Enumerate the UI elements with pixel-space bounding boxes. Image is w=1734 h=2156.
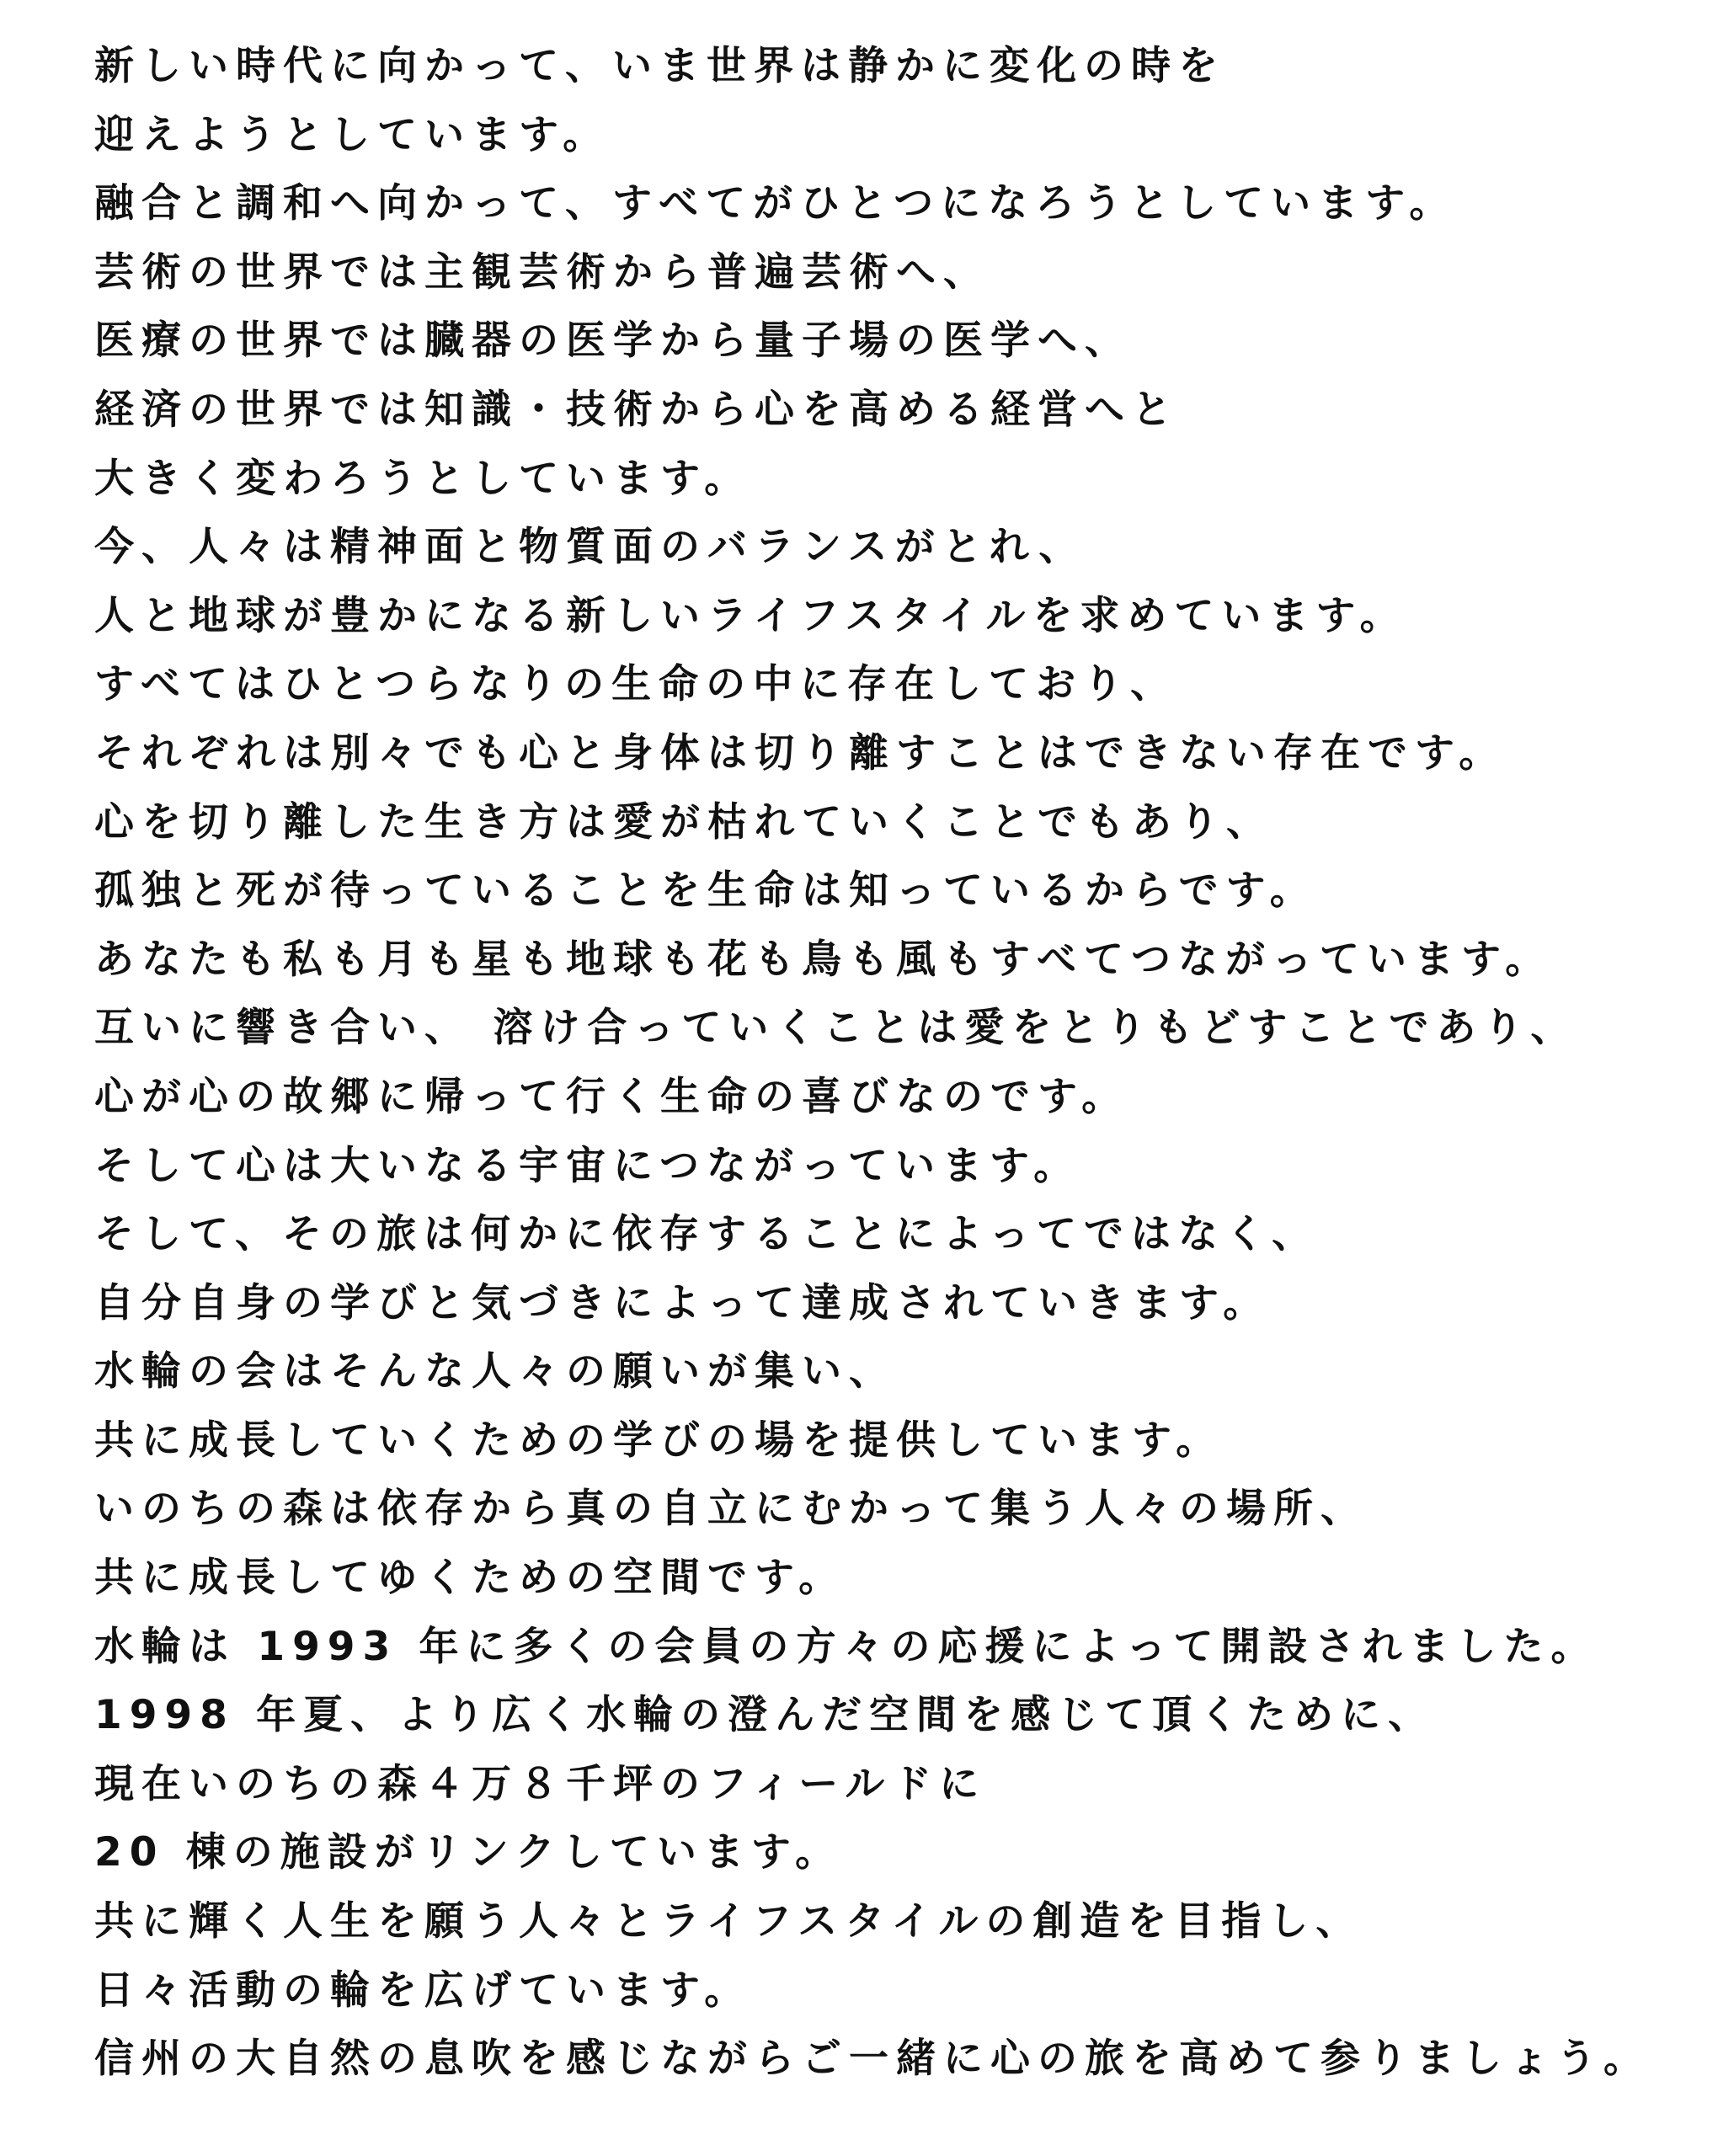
text-line: 融合と調和へ向かって、すべてがひとつになろうとしています。 xyxy=(94,180,1457,227)
text-line: 経済の世界では知識・技術から心を高める経営へと xyxy=(94,386,1179,433)
text-line: 自分自身の学びと気づきによって達成されていきます。 xyxy=(94,1279,1271,1326)
text-line: 信州の大自然の息吹を感じながらご一緒に心の旅を高めて参りましょう。 xyxy=(94,2036,1651,2083)
text-line: 20 棟の施設がリンクしています。 xyxy=(94,1829,843,1876)
text-line: 新しい時代に向かって、いま世界は静かに変化の時を xyxy=(94,43,1226,89)
text-line: そして、その旅は何かに依存することによってではなく、 xyxy=(94,1211,1320,1258)
text-line: 心を切り離した生き方は愛が枯れていくことでもあり、 xyxy=(94,798,1273,846)
text-line: 医療の世界では臓器の医学から量子場の医学へ、 xyxy=(94,318,1132,365)
body-text xyxy=(94,32,1720,2094)
text-line: 現在いのちの森４万８千坪のフィールドに xyxy=(94,1760,987,1807)
text-line: 人と地球が豊かになる新しいライフスタイルを求めています。 xyxy=(94,592,1407,639)
text-line: あなたも私も月も星も地球も花も鳥も風もすべてつながっています。 xyxy=(94,936,1553,983)
text-line: 共に輝く人生を願う人々とライフスタイルの創造を目指し、 xyxy=(94,1898,1363,1945)
text-line: 共に成長していくための学びの場を提供しています。 xyxy=(94,1417,1224,1464)
text-line: 日々活動の輪を広げています。 xyxy=(94,1967,752,2014)
text-line: 水輪の会はそんな人々の願いが集い、 xyxy=(94,1348,896,1396)
text-line: 孤独と死が待っていることを生命は知っているからです。 xyxy=(94,867,1317,915)
text-line: そして心は大いなる宇宙につながっています。 xyxy=(94,1142,1081,1189)
text-line: 心が心の故郷に帰って行く生命の喜びなのです。 xyxy=(94,1073,1129,1120)
text-line: 1998 年夏、より広く水輪の澄んだ空間を感じて頂くために、 xyxy=(94,1692,1436,1739)
text-line: いのちの森は依存から真の自立にむかって集う人々の場所、 xyxy=(94,1486,1368,1533)
text-line: 迎えようとしています。 xyxy=(94,111,611,158)
text-line: すべてはひとつらなりの生命の中に存在しており、 xyxy=(94,661,1178,708)
text-line: それぞれは別々でも心と身体は切り離すことはできない存在です。 xyxy=(94,729,1507,776)
text-line: 互いに響き合い、 溶け合っていくことは愛をとりもどすことであり、 xyxy=(94,1005,1578,1052)
text-line: 共に成長してゆくための空間です。 xyxy=(94,1555,846,1602)
text-line: 芸術の世界では主観芸術から普遍芸術へ、 xyxy=(94,248,990,296)
text-line: 今、人々は精神面と物質面のバランスがとれ、 xyxy=(94,524,1086,571)
text-line: 水輪は 1993 年に多くの会員の方々の応援によって開設されました。 xyxy=(94,1623,1598,1670)
text-line: 大きく変わろうとしています。 xyxy=(94,455,752,502)
